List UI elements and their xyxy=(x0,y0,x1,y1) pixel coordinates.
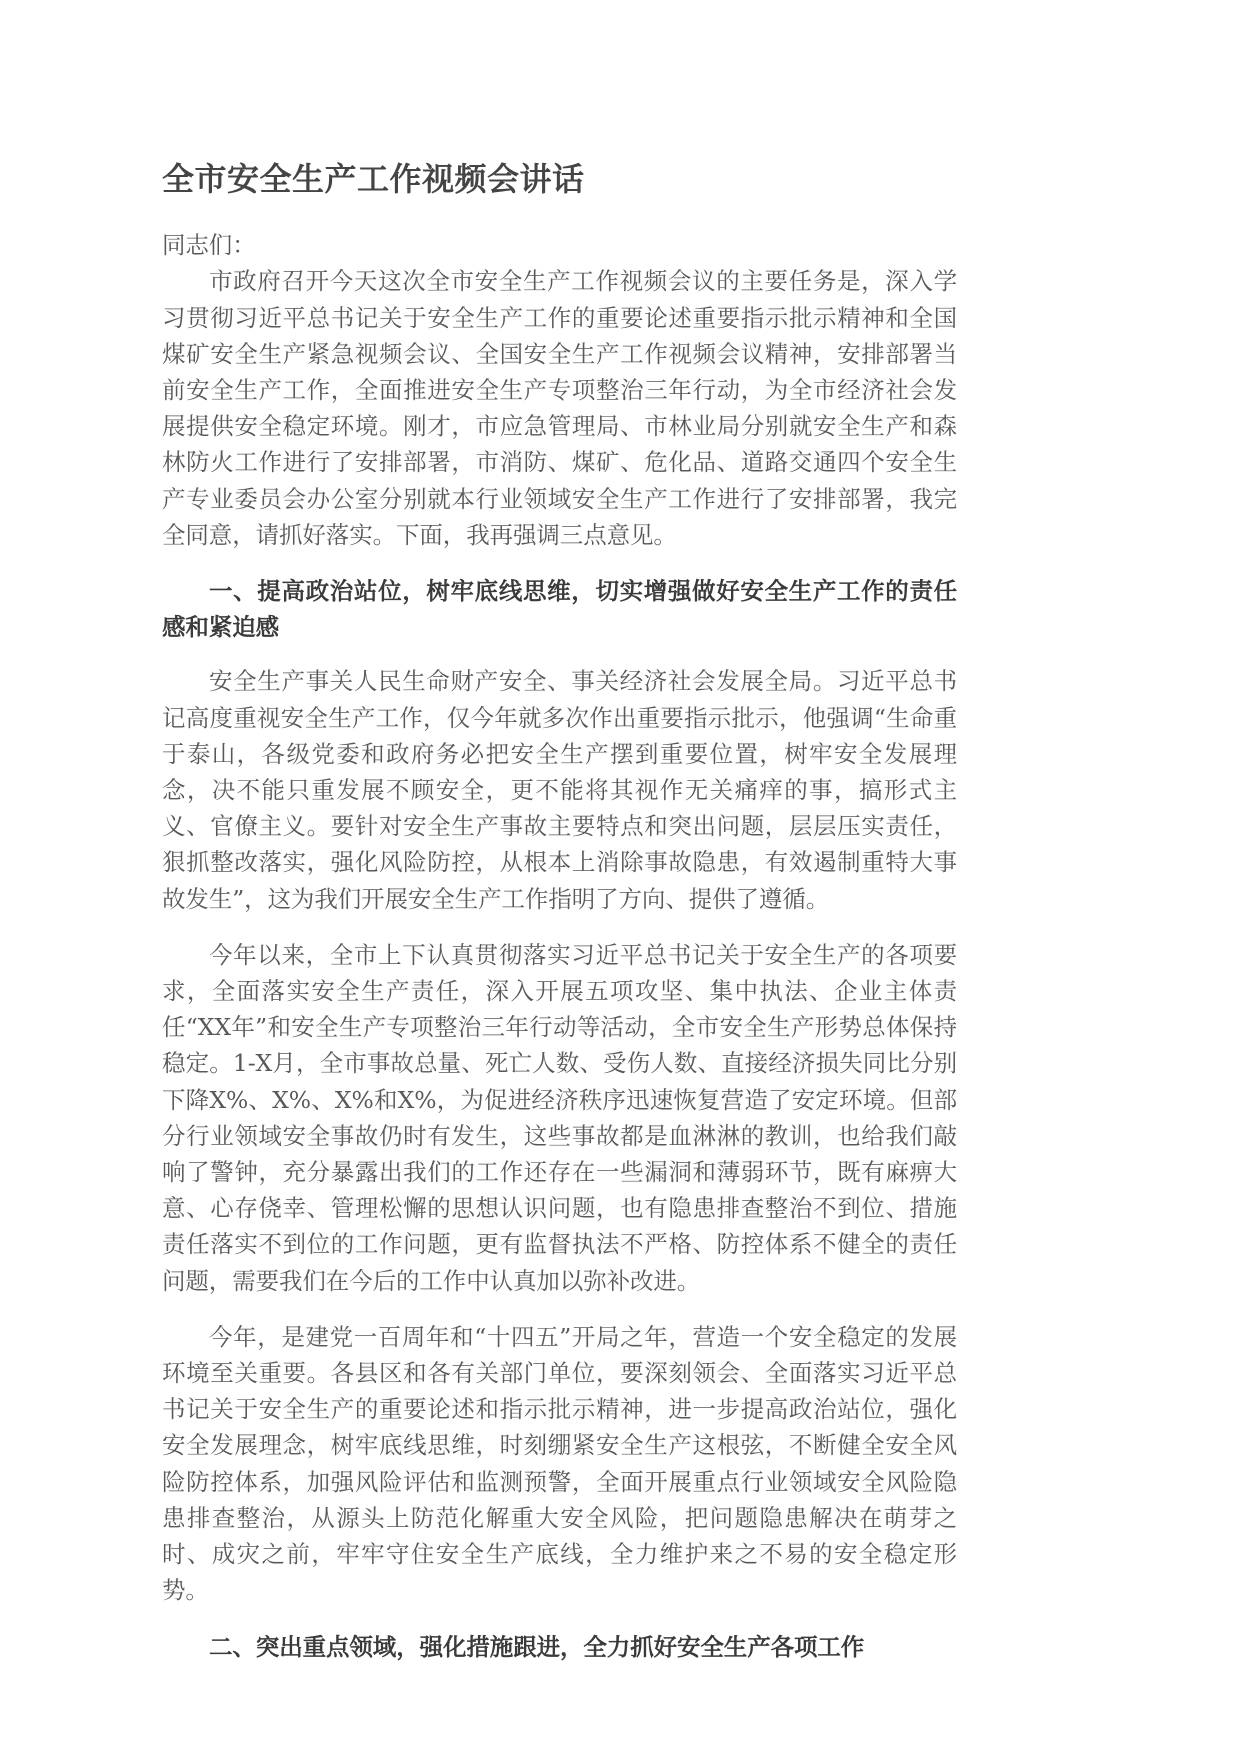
paragraph-section-one-p2: 今年以来，全市上下认真贯彻落实习近平总书记关于安全生产的各项要求，全面落实安全生产责任，深入开展五项攻坚、集中执法、企业主体责任“XX年”和安全生产专项整治三年行动等活动，全市安全生产形势总体保持稳定。1-X月，全市事故总量、死亡人数、受伤人数、直接经济损失同比分别下降X%、X%、X%和X%，为促进经济秩序迅速恢复营造了安定环境。但部分行业领域安全事故仍时有发生，这些事故都是血淋淋的教训，也给我们敲响了警钟，充分暴露出我们的工作还存在一些漏洞和薄弱环节，既有麻痹大意、心存侥幸、管理松懈的思想认识问题，也有隐患排查整治不到位、措施责任落实不到位的工作问题，更有监督执法不严格、防控体系不健全的责任问题，需要我们在今后的工作中认真加以弥补改进。 xyxy=(162,940,957,1295)
section-heading-one: 一、提高政治站位，树牢底线思维，切实增强做好安全生产工作的责任感和紧迫感 xyxy=(162,577,957,642)
section-heading-two: 二、突出重点领域，强化措施跟进，全力抓好安全生产各项工作 xyxy=(209,1632,865,1661)
paragraph-section-one-p3: 今年，是建党一百周年和“十四五”开局之年，营造一个安全稳定的发展环境至关重要。各县区和各有关部门单位，要深刻领会、全面落实习近平总书记关于安全生产的重要论述和指示批示精神，进一步提高政治站位，强化安全发展理念，树牢底线思维，时刻绷紧安全生产这根弦，不断健全安全风险防控体系，加强风险评估和监测预警，全面开展重点行业领域安全风险隐患排查整治，从源头上防范化解重大安全风险，把问题隐患解决在萌芽之时、成灾之前，牢牢守住安全生产底线，全力维护来之不易的安全稳定形势。 xyxy=(162,1322,957,1605)
document-content xyxy=(162,158,957,1665)
paragraph-intro: 市政府召开今天这次全市安全生产工作视频会议的主要任务是，深入学习贯彻习近平总书记关于安全生产工作的重要论述重要指示批示精神和全国煤矿安全生产紧急视频会议、全国安全生产工作视频会议精神，安排部署当前安全生产工作，全面推进安全生产专项整治三年行动，为全市经济社会发展提供安全稳定环境。刚才，市应急管理局、市林业局分别就安全生产和森林防火工作进行了安排部署，市消防、煤矿、危化品、道路交通四个安全生产专业委员会办公室分别就本行业领域安全生产工作进行了安排部署，我完全同意，请抓好落实。下面，我再强调三点意见。 xyxy=(162,267,957,549)
page-title: 全市安全生产工作视频会讲话 xyxy=(162,160,585,198)
paragraph-section-one-p1: 安全生产事关人民生命财产安全、事关经济社会发展全局。习近平总书记高度重视安全生产工作，仅今年就多次作出重要指示批示，他强调“生命重于泰山，各级党委和政府务必把安全生产摆到重要位置，树牢安全发展理念，决不能只重发展不顾安全，更不能将其视作无关痛痒的事，搞形式主义、官僚主义。要针对安全生产事故主要特点和突出问题，层层压实责任，狠抓整改落实，强化风险防控，从根本上消除事故隐患，有效遏制重特大事故发生”，这为我们开展安全生产工作指明了方向、提供了遵循。 xyxy=(162,667,957,913)
salutation-line: 同志们： xyxy=(162,231,256,260)
